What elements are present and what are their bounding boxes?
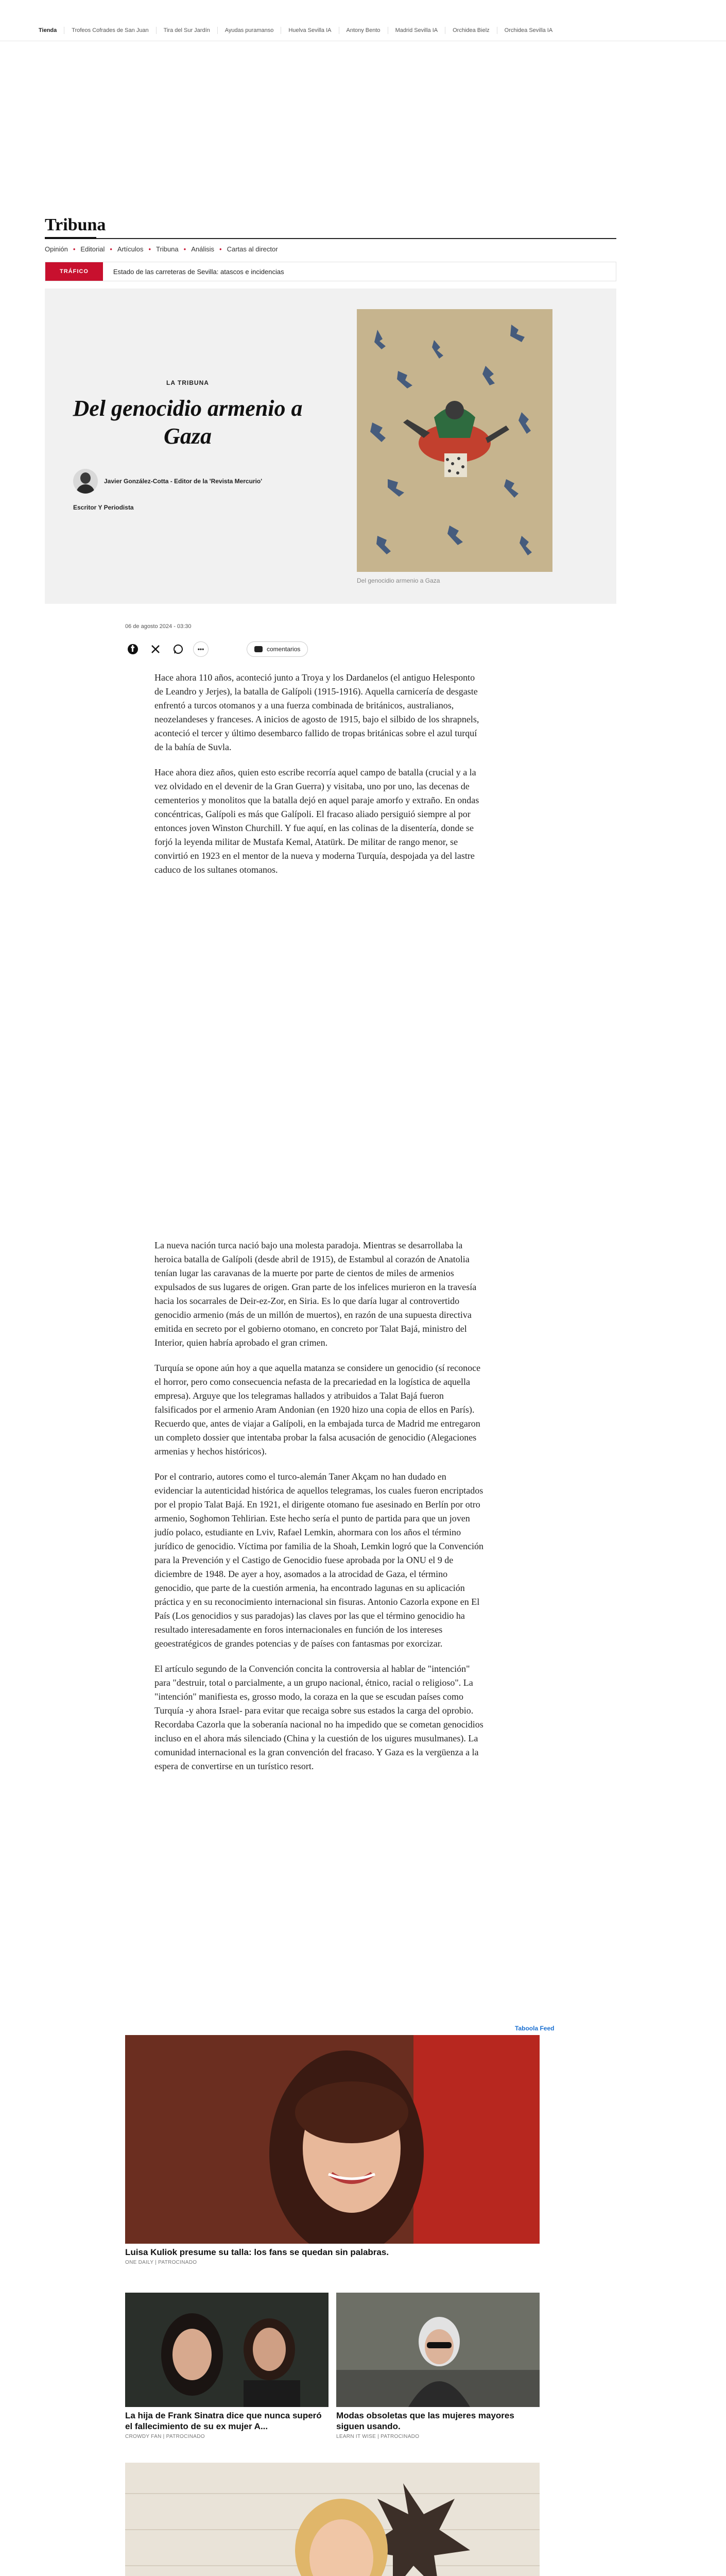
article-paragraph: Hace ahora 110 años, aconteció junto a Troya y los Dardanelos (el antiguo Helesponto de Leandro y Jerjes), la batalla de Galípoli (1915-1916). Aquella carnicería de desgaste enfrentó a turcos otomanos y a una fuerza combinada de británicos, australianos, neozelandeses y franceses. A inicios de agosto de 1915, bajo el silbido de los shrapnels, aconteció el tercer y último desembarco fallido de tropas británicas sobre el azul turquí de la bahía de Suvla. [154, 672, 479, 752]
facebook-icon[interactable] [125, 641, 141, 657]
recommendation-card[interactable] [125, 2293, 329, 2439]
topnav-item[interactable]: Tienda [39, 27, 57, 33]
breadcrumb-separator: • [73, 245, 76, 253]
comments-button[interactable] [247, 641, 308, 657]
breadcrumb-item[interactable]: Opinión [45, 245, 68, 253]
recommendation-source[interactable]: CROWDY FAN | PATROCINADO [125, 2434, 205, 2439]
recommendation-image[interactable] [125, 2293, 329, 2407]
article-body [154, 671, 484, 888]
article-paragraph: La nueva nación turca nació bajo una molesta paradoja. Mientras se desarrollaba la heroica batalla de Galípoli (desde abril de 1915), de Estambul al corazón de Anatolia tenían lugar las caravanas de la muerte por parte de cientos de miles de armenios expulsados de sus lugares de origen. Gran parte de los infelices murieron en la travesía hacia los socarrales de Deir-ez-Zor, en Siria. Es lo que daría lugar al controvertido genocidio armenio (más de un millón de muertos), en razón de una supuesta directiva emitida en secreto por el gobierno otomano, en concreto por Talat Bajá, ministro del Interior, quien habría aprobado el gran crimen. [154, 1240, 477, 1348]
article-body-continued [154, 1239, 484, 1785]
breadcrumb-item[interactable]: Tribuna [156, 245, 179, 253]
recommendation-card[interactable] [125, 2463, 540, 2576]
article-kicker: LA TRIBUNA [166, 379, 209, 386]
recommendation-image[interactable] [125, 2035, 540, 2244]
topnav-item[interactable]: Antony Bento [339, 27, 388, 34]
breadcrumb-separator: • [110, 245, 112, 253]
recommendation-title[interactable]: Luisa Kuliok presume su talla: los fans se quedan sin palabras. [125, 2247, 389, 2257]
traffic-link[interactable]: Estado de las carreteras de Sevilla: atascos e incidencias [113, 267, 284, 276]
author-block[interactable] [73, 469, 262, 494]
breadcrumb-separator: • [219, 245, 222, 253]
breadcrumb-separator: • [148, 245, 151, 253]
topnav-item[interactable]: Ayudas puramanso [217, 27, 281, 34]
topnav-item[interactable]: Huelva Sevilla IA [281, 27, 338, 34]
more-options-icon[interactable]: ••• [193, 641, 209, 657]
topnav-item[interactable]: Orchidea Bielz [445, 27, 497, 34]
top-bar [0, 0, 726, 41]
recommendation-source[interactable]: ONE DAILY | PATROCINADO [125, 2260, 197, 2265]
topnav-item[interactable]: Orchidea Sevilla IA [497, 27, 560, 34]
recommendation-title[interactable]: La hija de Frank Sinatra dice que nunca superó el fallecimiento de su ex mujer A... [125, 2411, 322, 2431]
section-divider [45, 238, 616, 239]
illustration-caption: Del genocidio armenio a Gaza [357, 577, 440, 584]
taboola-logo[interactable]: Taboola Feed [515, 2025, 555, 2032]
share-bar [125, 641, 308, 657]
illustration-graphic [357, 309, 552, 572]
topnav-item[interactable]: Madrid Sevilla IA [388, 27, 445, 34]
x-icon[interactable] [148, 641, 163, 657]
article-illustration[interactable] [357, 309, 552, 572]
recommendation-image[interactable] [336, 2293, 540, 2407]
recommendation-card[interactable] [336, 2293, 540, 2439]
breadcrumb-item[interactable]: Editorial [80, 245, 105, 253]
article-paragraph: Turquía se opone aún hoy a que aquella matanza se considere un genocidio (sí reconoce el horror, pero como consecuencia nefasta de la precariedad en la logística de aquella empresa). Arguye que los telegramas hallados y atribuidos a Talat Bajá fueron falsificados por el armenio Aram Andonian (en 1920 hizo una copia de ellos en París). Recuerdo que, antes de viajar a Galípoli, en la embajada turca de Madrid me entregaron un completo dossier que intentaba probar la falsa acusación de genocidio (Alegaciones armenias y hechos históricos). [154, 1363, 481, 1456]
traffic-banner[interactable] [45, 262, 616, 281]
recommendation-title[interactable]: Modas obsoletas que las mujeres mayores siguen usando. [336, 2411, 514, 2431]
top-navigation [39, 27, 560, 34]
author-name[interactable]: Javier González-Cotta - Editor de la 'Revista Mercurio' [104, 478, 263, 485]
recommendation-card[interactable] [125, 2035, 540, 2265]
whatsapp-icon[interactable] [170, 641, 186, 657]
author-role: Escritor Y Periodista [73, 504, 134, 511]
author-avatar[interactable] [73, 469, 98, 494]
publish-date: 06 de agosto 2024 - 03:30 [125, 623, 192, 630]
article-paragraph: Por el contrario, autores como el turco-alemán Taner Akçam no han dudado en evidenciar la autenticidad histórica de aquellos telegramas, los cuales fueron encriptados por el propio Talat Bajá. En 1921, el dirigente otomano fue asesinado en Berlín por otro armenio, Soghomon Tehlirian. Este hecho sería el punto de partida para que un joven judío polaco, estudiante en Lviv, Rafael Lemkin, ahormara con los años el término jurídico de genocidio. Víctima por familia de la Shoah, Lemkin logró que la Convención para la Prevención y el Castigo de Genocidio fuese aprobada por la ONU el 9 de diciembre de 1948. De ayer a hoy, asomados a la atrocidad de Gaza, el término genocidio, que parte de la cuestión armenia, ha encontrado lagunas en su aplicación práctica y en su reconocimiento internacional sin fisuras. Antonio Cazorla expone en El País (Los genocidios y sus paradojas) las claves por las que el término genocidio ha resultado interesadamente en foros internacionales en función de los intereses geoestratégicos de grandes potencias y de países con fantasmas por exorcizar. [154, 1471, 484, 1649]
section-title[interactable]: Tribuna [45, 215, 106, 234]
article-hero [45, 289, 616, 604]
recommendation-source[interactable]: LEARN IT WISE | PATROCINADO [336, 2434, 420, 2439]
breadcrumb-separator: • [183, 245, 186, 253]
topnav-item[interactable]: Trofeos Cofrades de San Juan [64, 27, 155, 34]
article-paragraph: Hace ahora diez años, quien esto escribe recorría aquel campo de batalla (crucial y a la vez olvidado en el devenir de la Gran Guerra) y visitaba, uno por uno, las decenas de cementerios y monolitos que la batalla dejó en aquel paraje amorfo y extraño. En ondas concéntricas, Galípoli es más que Galípoli. El fracaso aliado persiguió siempre al por entonces joven Winston Churchill. Y fue aquí, en las colinas de la disentería, donde se forjó la leyenda militar de Mustafa Kemal, Atatürk. De militar de rango menor, se convirtió en 1923 en el mentor de la nueva y moderna Turquía, despojada ya del lastre caduco de los sultanes otomanos. [154, 767, 479, 875]
topnav-item[interactable]: Tira del Sur Jardín [156, 27, 217, 34]
comment-bubble-icon [254, 646, 263, 652]
traffic-badge: TRÁFICO [45, 262, 103, 281]
article-title: Del genocidio armenio a Gaza [73, 396, 303, 449]
breadcrumb-item[interactable]: Cartas al director [227, 245, 278, 253]
breadcrumb [45, 245, 283, 253]
comments-label: comentarios [267, 646, 301, 653]
recommendation-image[interactable] [125, 2463, 540, 2576]
article-paragraph: El artículo segundo de la Convención concita la controversia al hablar de "intención" para "destruir, total o parcialmente, a un grupo nacional, étnico, racial o religioso". La "intención" manifiesta es, grosso modo, la coraza en la que se escudan países como Turquía -y ahora Israel- para evitar que recaiga sobre sus estados la carga del oprobio. Recordaba Cazorla que la soberanía nacional no ha impedido que se cometan genocidios incluso en el ahora más silenciado (China y la cuestión de los uigures musulmanes). La comunidad internacional es la gran convención del fracaso. Y Gaza es la vergüenza a la espera de convertirse en un turístico resort. [154, 1664, 483, 1771]
breadcrumb-item[interactable]: Artículos [117, 245, 144, 253]
breadcrumb-item[interactable]: Análisis [191, 245, 215, 253]
